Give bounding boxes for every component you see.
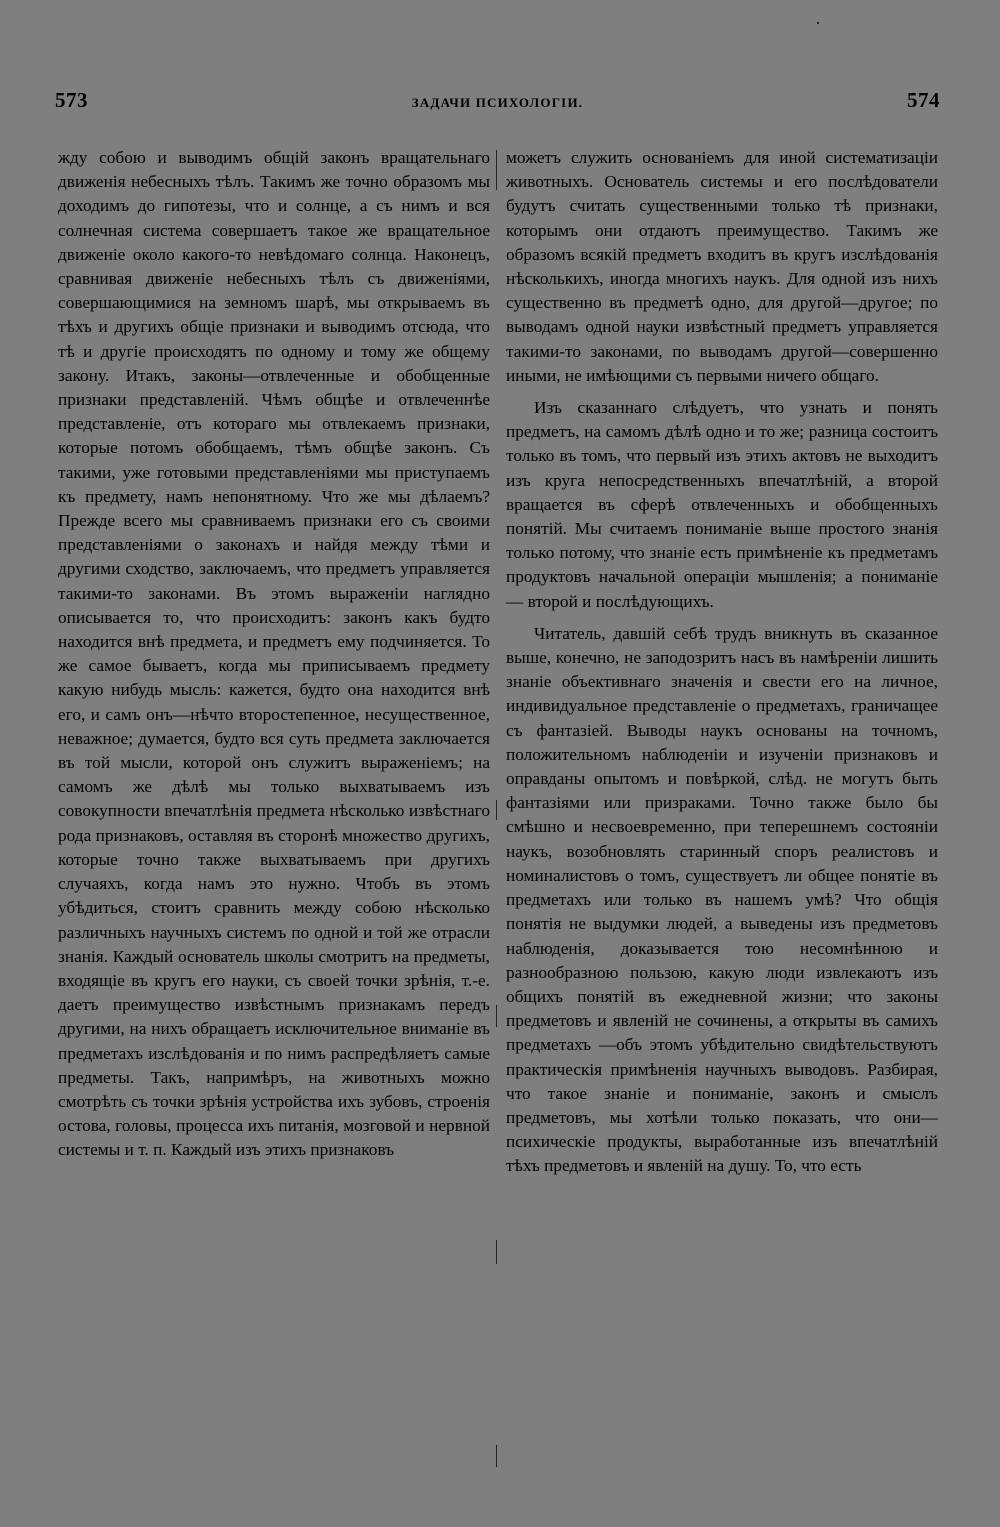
column-rule-fragment [496, 150, 497, 190]
left-column [58, 146, 490, 1163]
right-paragraph-3: Читатель, давшій себѣ трудъ вникнуть въ сказанное выше, конечно, не заподозритъ насъ въ намѣреніи лишить знаніе объективнаго значенія и свести его на личное, индивидуальное представленіе о предметахъ, граничащее съ фантазіей. Выводы наукъ основаны на точномъ, положительномъ наблюденіи и изученіи признаковъ и оправданы опытомъ и повѣркой, слѣд. не могутъ быть фантазіями или призраками. Точно также было бы смѣшно и несвоевременно, при теперешнемъ состояніи наукъ, возобновлять старинный споръ реалистовъ и номиналистовъ о томъ, существуетъ ли общее понятіе въ предметахъ или только въ нашемъ умѣ? Что общія понятія не выдумки людей, а выведены изъ предметовъ наблюденія, доказывается тою несомнѣнною и разнообразною пользою, какую люди извлекаютъ изъ общихъ понятій въ ежедневной жизни; что законы предметовъ и явленій не сочинены, а открыты въ самихъ предметахъ —объ этомъ убѣдительно свидѣтельствуютъ практическія примѣненія научныхъ выводовъ. Разбирая, что такое знаніе и пониманіе, законъ и смыслъ предметовъ, мы хотѣли только показать, что они—психическіе продукты, выработанные изъ впечатлѣній тѣхъ предметовъ и явленій на душу. То, что есть [506, 623, 938, 1176]
right-paragraph-2: Изъ сказаннаго слѣдуетъ, что узнать и понять предметъ, на самомъ дѣлѣ одно и то же; разница состоитъ только въ томъ, что первый изъ этихъ актовъ не выходитъ изъ круга непосредственныхъ впечатлѣній, а второй вращается въ сферѣ отвлеченныхъ и обобщенныхъ понятій. Мы считаемъ пониманіе выше простого знанія только потому, что знаніе есть примѣненіе къ предметамъ продуктовъ начальной операціи мышленія; а пониманіе — второй и послѣдующихъ. [506, 398, 938, 611]
right-paragraph-1: можетъ служить основаніемъ для иной систематизаціи животныхъ. Основатель системы и его послѣдователи будутъ считать существенными только тѣ признаки, которымъ они отдаютъ преимущество. Такимъ же образомъ всякій предметъ входитъ въ кругъ изслѣдованія нѣсколькихъ, иногда многихъ наукъ. Для одной изъ нихъ существенно въ предметѣ одно, для другой—другое; по выводамъ одной науки извѣстный предметъ управляется такими-то законами, по выводамъ другой—совершенно иными, не имѣющими съ первыми ничего общаго. [506, 148, 938, 385]
column-rule-fragment [496, 1005, 497, 1027]
print-speck [817, 22, 819, 24]
column-rule-fragment [496, 1240, 497, 1264]
right-column [506, 146, 938, 1179]
column-rule-fragment [496, 1445, 497, 1467]
left-paragraph-1: жду собою и выводимъ общій законъ вращательнаго движенія небесныхъ тѣлъ. Такимъ же точно образомъ мы доходимъ до гипотезы, что и солнце, а съ нимъ и вся солнечная система совершаетъ такое же вращательное движеніе около какого-то невѣдомаго солнца. Наконецъ, сравнивая движеніе небесныхъ тѣлъ съ движеніями, совершающимися на земномъ шарѣ, мы открываемъ въ тѣхъ и другихъ общіе признаки и выводимъ отсюда, что тѣ и другіе происходятъ по одному и тому же общему закону. Итакъ, законы—отвлеченные и обобщенные признаки представленій. Чѣмъ общѣе и отвлеченнѣе представленіе, отъ котораго мы отвлекаемъ признаки, которые потомъ обобщаемъ, тѣмъ общѣе законъ. Съ такими, уже готовыми представленіями мы приступаемъ къ предмету, намъ непонятному. Что же мы дѣлаемъ? Прежде всего мы сравниваемъ признаки его съ своими представленіями о законахъ и найдя между тѣми и другими сходство, заключаемъ, что предметъ управляется такими-то законами. Въ этомъ выраженіи наглядно описывается то, что происходитъ: законъ какъ будто находится внѣ предмета, и предметъ ему подчиняется. То же самое бываетъ, когда мы приписываемъ предмету какую нибудь мысль: кажется, будто она находится внѣ его, и самъ онъ—нѣчто второстепенное, несущественное, неважное; думается, будто вся суть предмета заключается въ той мысли, которой онъ служитъ выраженіемъ; на самомъ же дѣлѣ мы только выхватываемъ изъ совокупности впечатлѣнія предмета нѣсколько извѣстнаго рода признаковъ, оставляя въ сторонѣ множество другихъ, которые точно также выхватываемъ при другихъ случаяхъ, когда намъ это нужно. Чтобъ въ этомъ убѣдиться, стоитъ сравнить между собою нѣсколько различныхъ научныхъ системъ по одной и той же отрасли знанія. Каждый основатель школы смотритъ на предметы, входящіе въ кругъ его науки, съ своей точки зрѣнія, т.-е. даетъ преимущество извѣстнымъ признакамъ передъ другими, на нихъ обращаетъ исключительное вниманіе въ предметахъ изслѣдованія и по нимъ распредѣляетъ самые предметы. Такъ, напримѣръ, на животныхъ можно смотрѣть съ точки зрѣнія устройства ихъ зубовъ, строенія остова, головы, процесса ихъ питанія, мозговой и нервной системы и т. п. Каждый изъ этихъ признаковъ [58, 148, 490, 1160]
running-title: ЗАДАЧИ ПСИХОЛОГІИ. [411, 95, 584, 110]
page-number-right: 574 [907, 88, 940, 112]
page-number-left: 573 [55, 88, 88, 112]
page-header [55, 88, 940, 124]
column-rule-fragment [496, 800, 497, 820]
